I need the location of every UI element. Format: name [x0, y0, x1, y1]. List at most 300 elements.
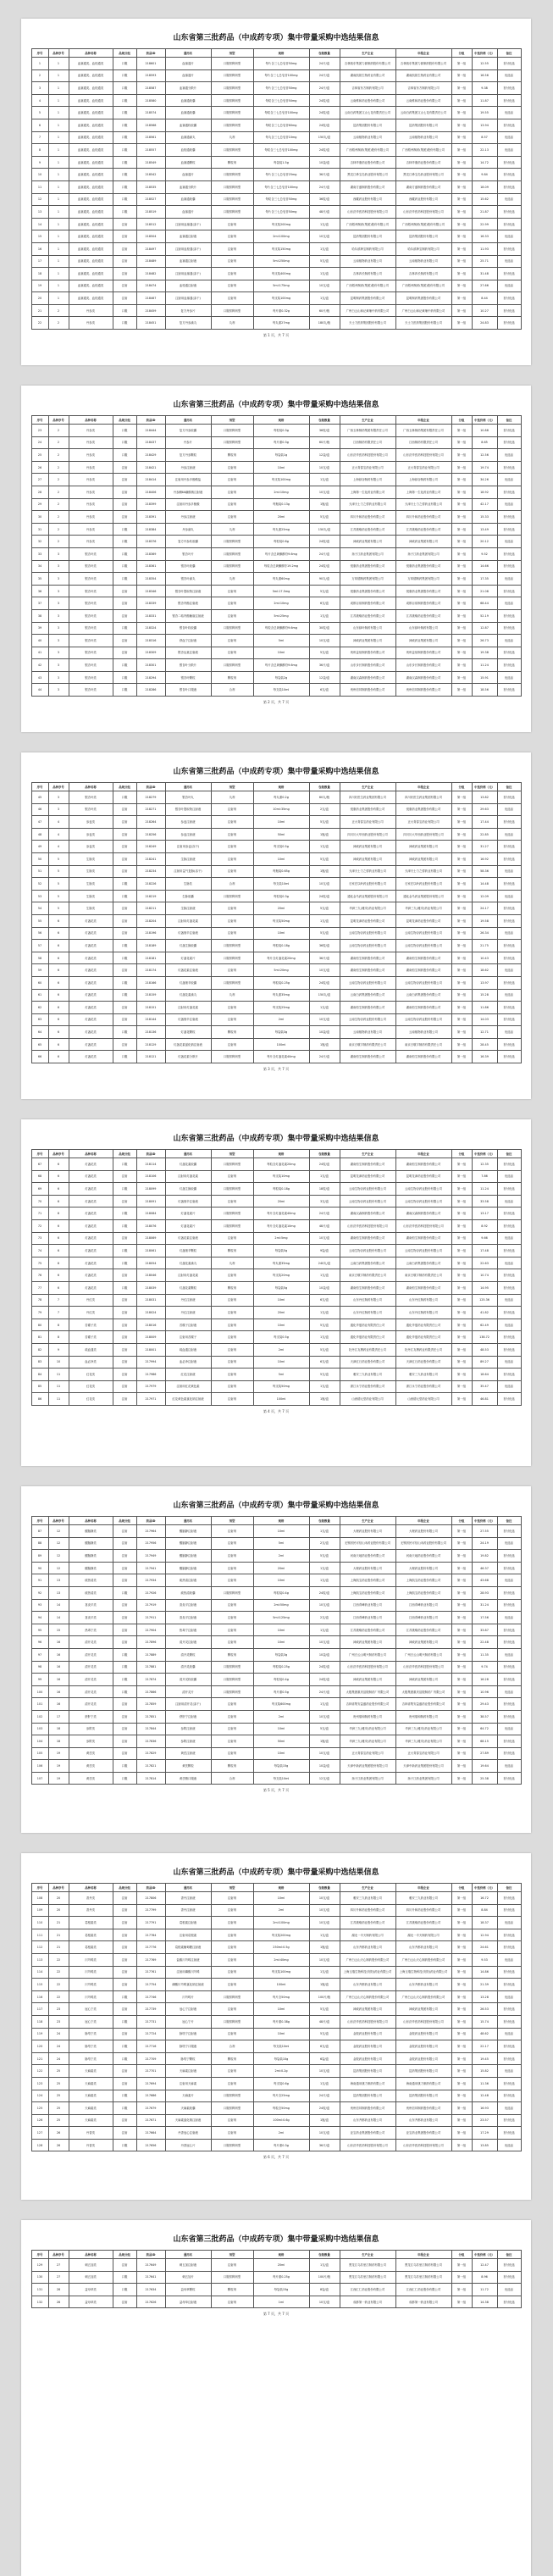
table-cell: 灯盏花素分散片 [165, 1051, 211, 1063]
table-cell: 第一组 [451, 1232, 472, 1245]
table-cell: 第一组 [451, 1990, 472, 2003]
table-cell: 218084 [136, 1208, 165, 1220]
table-cell: 江西汇仁药业股份有限公司 [340, 2284, 395, 2296]
table-cell: 50ml [253, 1735, 309, 1748]
table-cell: 首付优选 [497, 1525, 521, 1538]
table-cell: 24粒/盒 [309, 536, 340, 548]
table-cell: 注射 [113, 1368, 136, 1381]
table-cell: 川芎嗪类 [69, 1966, 113, 1979]
table-cell: 53 [31, 890, 48, 902]
table-cell: 5支/盒 [309, 1723, 340, 1735]
table-cell: 9袋/盒 [309, 1245, 340, 1257]
table-cell: 12.48 [472, 2090, 497, 2102]
table-cell: 218421 [136, 461, 165, 474]
table-cell: 218256 [136, 828, 165, 841]
column-header: 药品ID [136, 1150, 165, 1158]
table-cell: 成都第一药业有限公司 [395, 2296, 451, 2308]
table-cell: 5支/盒 [309, 1343, 340, 1356]
table-cell: 8.57 [472, 131, 497, 144]
table-cell: 注射剂 [211, 927, 253, 940]
results-table [31, 48, 522, 330]
table-cell: 9.84 [472, 169, 497, 181]
table-cell: 14 [48, 1599, 69, 1612]
table-cell: 口服 [113, 523, 136, 536]
table-cell: 痰热清注射液 [165, 1574, 211, 1587]
table-cell: 11 [31, 180, 48, 193]
table-cell: 口服 [113, 890, 136, 902]
table-cell: 注射 [113, 1356, 136, 1368]
table-cell: 46.81 [472, 1393, 497, 1406]
table-cell: 盐酸川芎嗪注射液 [165, 1953, 211, 1966]
table-cell: 灯盏花类 [69, 1038, 113, 1051]
table-cell: 云南生物谷药业股份有限公司 [340, 927, 395, 940]
table-cell: 12袋/盒 [309, 671, 340, 684]
table-cell: 13.97 [472, 976, 497, 989]
table-cell: 山东沃华医药科技股份有限公司 [340, 2139, 395, 2151]
table-cell: 神威药业集团有限公司 [340, 841, 395, 853]
table-cell: 80 [31, 1319, 48, 1331]
table-cell: 优选品 [497, 1990, 521, 2003]
table-cell: 14.38 [472, 2296, 497, 2308]
table-cell: 11 [48, 1368, 69, 1381]
table-cell: 优选品 [497, 1574, 521, 1587]
table-cell: 118 [31, 2015, 48, 2028]
table-cell: 成都百裕制药股份有限公司 [395, 597, 451, 610]
table-cell: 218001 [136, 1343, 165, 1356]
table-cell: 银杏叶口服液 [165, 684, 211, 697]
table-cell: 每丸重0.2g [253, 791, 309, 804]
table-cell: 注射用血塞通(冻干) [165, 268, 211, 280]
table-cell: 注射 [113, 2296, 136, 2308]
table-cell: 26.53 [472, 2003, 497, 2016]
table-cell: 注射用磷酸川芎嗪 [165, 1966, 211, 1979]
table-cell: 218234 [136, 865, 165, 878]
table-cell: 血必净注射液 [165, 1356, 211, 1368]
table-cell: 苦碟子类 [69, 1319, 113, 1331]
table-cell: 2 [48, 425, 69, 437]
table-cell: 6 [48, 1038, 69, 1051]
table-cell: 灯盏花类 [69, 989, 113, 1002]
table-cell: 每粒含灯盏花素20mg [253, 1158, 309, 1171]
table-cell: 首付优选 [497, 1051, 521, 1063]
table-cell: 13.82 [472, 791, 497, 804]
table-cell: 大理药业股份有限公司 [395, 1525, 451, 1538]
table-cell: 首付优选 [497, 684, 521, 697]
table-cell: 脉络宁颗粒 [165, 2052, 211, 2065]
table-cell: 9 [48, 1343, 69, 1356]
table-cell: 广州白云山和记黄埔中药有限公司 [395, 304, 451, 317]
table-cell: 首付优选 [497, 2090, 521, 2102]
table-cell: 注射剂 [211, 585, 253, 597]
table-cell: 10.88 [472, 425, 497, 437]
table-cell: 血栓通胶囊 [165, 144, 211, 157]
table-cell: 注射 [113, 218, 136, 230]
table-cell: 优选品 [497, 2028, 521, 2040]
table-cell: 口服常释剂型 [211, 1158, 253, 1171]
table-cell: 218151 [136, 1002, 165, 1014]
table-cell: 首付优选 [497, 902, 521, 915]
table-cell: 湖南凯铂生物药业有限公司 [340, 69, 395, 82]
table-cell: 217739 [136, 2003, 165, 2016]
table-cell: 注射 [113, 865, 136, 878]
table-cell: 注射剂 [211, 1892, 253, 1905]
table-cell: 217881 [136, 1661, 165, 1674]
table-row [31, 2028, 521, 2040]
table-cell: 痰热清类 [69, 1574, 113, 1587]
table-cell: 注射 [113, 2114, 136, 2127]
table-cell: 注射剂 [211, 852, 253, 865]
table-cell: 口服 [113, 1685, 136, 1698]
table-cell: 27.66 [472, 280, 497, 292]
table-cell: 12 [31, 193, 48, 206]
table-cell: 6 [48, 1183, 69, 1196]
table-cell: 130 [31, 2271, 48, 2284]
table-cell: 苦碟子类 [69, 1331, 113, 1344]
table-cell: 广州白云山明兴制药有限公司 [395, 1648, 451, 1661]
table-cell: 10ml [253, 1723, 309, 1735]
table-cell: 正大青春宝药业有限公司 [395, 1747, 451, 1760]
table-cell: 64.72 [472, 1723, 497, 1735]
table-cell: 注射剂 [211, 498, 253, 511]
table-cell: 217679 [136, 2102, 165, 2115]
table-row [31, 1343, 521, 1356]
table-cell: 口服常释剂型 [211, 425, 253, 437]
table-cell: 218091 [136, 1195, 165, 1208]
table-cell: 注射 [113, 1307, 136, 1319]
table-cell: 首付优选 [497, 1929, 521, 1941]
table-cell: 19.74 [472, 461, 497, 474]
table-cell: 15.33 [472, 511, 497, 524]
table-cell: 2 [48, 317, 69, 330]
table-cell: 70 [31, 1195, 48, 1208]
table-cell: 黄芪注射液 [165, 1747, 211, 1760]
table-cell: 吉林四长制药有限公司 [395, 268, 451, 280]
table-cell: 24粒/盒 [309, 976, 340, 989]
column-header: 包装数量 [309, 783, 340, 791]
table-cell: 注射 [113, 635, 136, 647]
table-cell: 喜炎平类 [69, 1612, 113, 1624]
table-cell: 18 [48, 1723, 69, 1735]
table-row [31, 1747, 521, 1760]
table-cell: 注射剂 [211, 1038, 253, 1051]
table-cell: 广西梧州制药(集团)股份有限公司 [395, 218, 451, 230]
table-cell: 口服 [113, 1648, 136, 1661]
table-cell: 灯盏花类 [69, 1170, 113, 1183]
table-cell: 30粒/盒 [309, 622, 340, 635]
table-cell: 第一组 [451, 1195, 472, 1208]
table-cell: 24粒/盒 [309, 1674, 340, 1686]
table-cell: 101 [31, 1698, 48, 1711]
table-cell: 注射剂 [211, 1917, 253, 1929]
table-cell: 注射剂 [211, 1380, 253, 1393]
table-cell: 28 [48, 2296, 69, 2308]
table-cell: 第一组 [451, 1586, 472, 1599]
table-cell: 115 [31, 1979, 48, 1991]
table-cell: 丹红类 [69, 1294, 113, 1307]
table-cell: 6 [48, 914, 69, 927]
table-cell: 首付优选 [497, 878, 521, 891]
table-cell: 昆明龙津药业股份有限公司 [340, 914, 395, 927]
table-cell: 口服常释剂型 [211, 436, 253, 449]
table-cell: 18 [31, 268, 48, 280]
table-cell: 灯盏花类 [69, 952, 113, 964]
column-header: 备注 [497, 1884, 521, 1892]
table-cell: 生脉饮 [165, 878, 211, 891]
column-header: 申报企业 [395, 416, 451, 425]
table-row [31, 1562, 521, 1574]
table-cell: 参附注射液 [165, 1735, 211, 1748]
table-cell: 2 [48, 449, 69, 462]
table-cell: 山东丹红制药有限公司 [340, 1294, 395, 1307]
table-cell: 注射剂 [211, 1170, 253, 1183]
table-cell: 口服常释剂型 [211, 659, 253, 672]
table-header-row [31, 1517, 521, 1525]
table-row [31, 2259, 521, 2272]
column-header: 序号 [31, 2251, 48, 2259]
table-cell: 神威药业集团有限公司 [395, 536, 451, 548]
table-row [31, 1685, 521, 1698]
table-cell: 注射用苦碟子 [165, 1331, 211, 1344]
table-cell: 昆明制药集团股份有限公司 [395, 292, 451, 305]
table-cell: 24.83 [472, 317, 497, 330]
table-cell: 116 [31, 1990, 48, 2003]
column-header: 生产企业 [340, 1517, 395, 1525]
table-cell: 银杏叶丸 [165, 791, 211, 804]
table-cell: 黄芪精口服液 [165, 1772, 211, 1785]
table-row [31, 1281, 521, 1294]
table-cell: 6 [48, 1013, 69, 1026]
table-row [31, 1319, 521, 1331]
table-cell: 第一组 [451, 2296, 472, 2308]
table-cell: 昆明制药集团股份有限公司 [340, 292, 395, 305]
table-cell: 每丸重35mg [253, 1257, 309, 1269]
table-cell: 10支/盒 [309, 1599, 340, 1612]
table-cell: 注射 [113, 828, 136, 841]
table-cell: 广西梧州制药(集团)股份有限公司 [395, 144, 451, 157]
table-cell: 口服常释剂型 [211, 1661, 253, 1674]
table-cell: 首付优选 [497, 2259, 521, 2272]
table-cell: 通化华夏药业有限责任公司 [340, 1331, 395, 1344]
table-cell: 每粒含三七总皂苷100mg [253, 107, 309, 119]
table-cell: 218166 [136, 976, 165, 989]
table-cell: 云南生物谷药业股份有限公司 [340, 976, 395, 989]
column-header: 通用名 [165, 49, 211, 58]
table-cell: 生脉注射液 [165, 902, 211, 915]
table-cell: 首付优选 [497, 791, 521, 804]
table-cell: 广州白云山天心制药股份有限公司 [340, 1990, 395, 2003]
table-cell: 9.74 [472, 1661, 497, 1674]
table-cell: 第一组 [451, 2114, 472, 2127]
table-cell: 口服 [113, 449, 136, 462]
table-cell: 10支/盒 [309, 635, 340, 647]
table-cell: 48片/盒 [309, 2015, 340, 2028]
table-cell: 第一组 [451, 144, 472, 157]
table-cell: 第一组 [451, 1917, 472, 1929]
table-row [31, 2296, 521, 2308]
table-cell: 20ml [253, 1307, 309, 1319]
table-cell: 30 [31, 511, 48, 524]
table-cell: 5支/盒 [309, 927, 340, 940]
column-header: 品种名称 [69, 1517, 113, 1525]
table-cell: 86 [31, 1393, 48, 1406]
table-cell: 生脉类 [69, 865, 113, 878]
table-cell: 颗粒剂 [211, 449, 253, 462]
table-cell: 第一组 [451, 425, 472, 437]
table-cell: 首付优选 [497, 1941, 521, 1954]
table-cell: 1瓶/盒 [309, 1393, 340, 1406]
table-cell: 27.89 [472, 1747, 497, 1760]
table-cell: 合剂 [211, 878, 253, 891]
column-header: 申报企业 [395, 1884, 451, 1892]
table-cell: 2ml [253, 1710, 309, 1723]
table-cell: 第一组 [451, 560, 472, 573]
table-cell: 56 [31, 927, 48, 940]
column-header: 规格 [253, 49, 309, 58]
table-cell: 21.75 [472, 940, 497, 952]
table-cell: 7 [48, 1294, 69, 1307]
table-cell: 5ml:17.5mg [253, 585, 309, 597]
table-row [31, 425, 521, 437]
table-cell: 口服常释剂型 [211, 206, 253, 219]
table-cell: 复方丹参软胶囊 [165, 536, 211, 548]
table-cell: 注射用清开灵(冻干) [165, 1698, 211, 1711]
table-cell: 正大青春宝药业有限公司 [395, 816, 451, 829]
table-cell: 61 [31, 989, 48, 1002]
table-cell: 1 [48, 94, 69, 107]
table-cell: 第一组 [451, 268, 472, 280]
table-cell: 口服 [113, 952, 136, 964]
table-cell: 6袋/盒 [309, 2052, 340, 2065]
table-cell: 24片/盒 [309, 2090, 340, 2102]
table-cell: 红花类 [69, 1380, 113, 1393]
table-cell: 注射剂 [211, 1195, 253, 1208]
table-cell: 第一组 [451, 2065, 472, 2078]
table-cell: 注射剂 [211, 1331, 253, 1344]
table-cell: 神威药业集团有限公司 [340, 2003, 395, 2016]
table-cell: 119 [31, 2028, 48, 2040]
table-cell: 山东沃华医药科技股份有限公司 [395, 2015, 451, 2028]
column-header: 剂型 [211, 1150, 253, 1158]
table-cell: 神威药业集团有限公司 [340, 536, 395, 548]
table-cell: 1支/盒 [309, 218, 340, 230]
table-cell: 217686 [136, 2090, 165, 2102]
table-cell: 首付优选 [497, 1550, 521, 1563]
table-cell: 首付优选 [497, 852, 521, 865]
table-row [31, 1599, 521, 1612]
table-cell: 湖南汉森制药股份有限公司 [395, 1208, 451, 1220]
table-cell: 9.53 [472, 1953, 497, 1966]
table-cell: 5支/盒 [309, 647, 340, 659]
table-cell: 12.71 [472, 1026, 497, 1039]
table-cell: 注射剂 [211, 1294, 253, 1307]
table-cell: 云南生物谷药业股份有限公司 [395, 1013, 451, 1026]
table-cell: 14 [48, 1612, 69, 1624]
table-cell: 3支/盒 [309, 1195, 340, 1208]
table-cell: 60丸/瓶 [309, 791, 340, 804]
table-cell: 3 [48, 597, 69, 610]
results-table [31, 782, 522, 1063]
table-cell: 10支/盒 [309, 280, 340, 292]
table-cell: 218568 [136, 119, 165, 131]
table-cell: 注射剂 [211, 268, 253, 280]
table-cell: 湖南方盛制药股份有限公司 [395, 180, 451, 193]
table-cell: 海南通用康力制药有限公司 [340, 2077, 395, 2090]
table-cell: 华润三九(雅安)药业有限公司 [395, 902, 451, 915]
column-header: 品种名称 [69, 1150, 113, 1158]
table-cell: 24片/盒 [309, 1051, 340, 1063]
table-row [31, 1760, 521, 1773]
table-cell: 218174 [136, 964, 165, 977]
table-cell: 注射 [113, 1966, 136, 1979]
table-cell: 每支装0.6g [253, 2077, 309, 2090]
table-cell: 天麻素类 [69, 2102, 113, 2115]
table-cell: 云南维和药业股份有限公司 [395, 94, 451, 107]
table-cell: 冠心宁片 [165, 2015, 211, 2028]
table-cell: 第一组 [451, 1294, 472, 1307]
table-cell: 100 [31, 1685, 48, 1698]
table-cell: 3 [31, 82, 48, 95]
table-cell: 优选品 [497, 828, 521, 841]
table-cell: 第一组 [451, 1979, 472, 1991]
table-cell: 口服 [113, 1026, 136, 1039]
table-cell: 首付优选 [497, 317, 521, 330]
table-cell: 血塞通类、血栓通类 [69, 94, 113, 107]
table-cell: 口服 [113, 1245, 136, 1257]
table-cell: 第一组 [451, 1550, 472, 1563]
table-cell: 金陵药业股份有限公司 [395, 2052, 451, 2065]
table-cell: 第一组 [451, 1343, 472, 1356]
table-cell: 1 [48, 255, 69, 268]
table-cell: 12 [48, 1525, 69, 1538]
table-cell: 银杏叶类 [69, 684, 113, 697]
table-cell: 脉络宁口服液 [165, 2040, 211, 2053]
table-cell: 优选品 [497, 1685, 521, 1698]
table-cell: 云南生物谷药业股份有限公司 [340, 1195, 395, 1208]
column-header: 包装数量 [309, 2251, 340, 2259]
table-cell: 16.28 [472, 1674, 497, 1686]
table-cell: 18.56 [472, 684, 497, 697]
table-cell: 6 [48, 1257, 69, 1269]
table-cell: 18.37 [472, 1917, 497, 1929]
table-cell: 灯盏花颗粒 [165, 1026, 211, 1039]
table-cell: 注射剂 [211, 609, 253, 622]
column-header: 规格 [253, 783, 309, 791]
table-cell: 第一组 [451, 131, 472, 144]
table-cell: 126 [31, 2114, 48, 2127]
table-cell: 38 [31, 609, 48, 622]
table-cell: 合剂 [211, 1772, 253, 1785]
table-cell: 每片含三七总皂苷50mg [253, 82, 309, 95]
column-header: 品规分组 [113, 1884, 136, 1892]
table-cell: 1 [31, 58, 48, 70]
table-row [31, 803, 521, 816]
table-cell: 注射剂 [211, 461, 253, 474]
table-cell: 250ml:0.5g [253, 1941, 309, 1954]
table-cell: 天士力医药集团股份有限公司 [395, 317, 451, 330]
table-cell: 血塞通注射液 [165, 230, 211, 243]
column-header: 通用名 [165, 783, 211, 791]
table-cell: 1支/盒 [309, 474, 340, 486]
table-cell: 每粒装0.4g [253, 1586, 309, 1599]
table-cell: 注射 [113, 597, 136, 610]
table-cell: 金陵药业股份有限公司 [340, 2040, 395, 2053]
table-cell: 6 [48, 1219, 69, 1232]
table-cell: 6 [48, 952, 69, 964]
table-cell: 首付优选 [497, 1661, 521, 1674]
table-cell: 10ml:35mg [253, 803, 309, 816]
table-cell: 首付优选 [497, 511, 521, 524]
table-cell: 正大青春宝药业有限公司 [340, 461, 395, 474]
